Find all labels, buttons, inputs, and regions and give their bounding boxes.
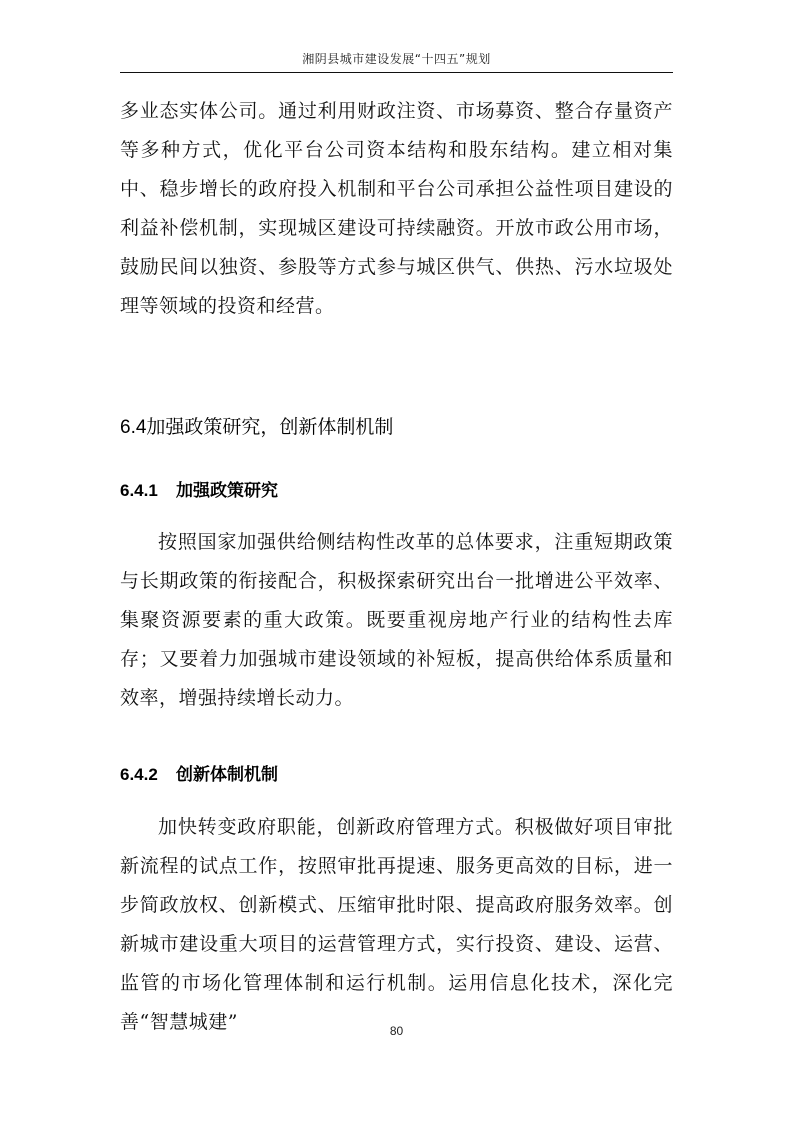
subsection-number: 6.4.1 — [120, 481, 158, 500]
page-number: 80 — [389, 1024, 404, 1038]
paragraph-policy-research: 按照国家加强供给侧结构性改革的总体要求，注重短期政策与长期政策的衔接配合，积极探索研究出台一批增进公平效率、集聚资源要素的重大政策。既要重视房地产行业的结构性去库存；又要着力加强城市建设领域的补短板，提高供给体系质量和效率，增强持续增长动力。 — [120, 531, 673, 709]
paragraph-institutional-innovation: 加快转变政府职能，创新政府管理方式。积极做好项目审批新流程的试点工作，按照审批再提速、服务更高效的目标，进一步简政放权、创新模式、压缩审批时限、提高政府服务效率。创新城市建设重大项目的运营管理方式，实行投资、建设、运营、监管的市场化管理体制和运行机制。运用信息化技术，深化完善“智慧城建” — [120, 816, 673, 1033]
subsection-title: 加强政策研究 — [176, 481, 278, 501]
subsection-number: 6.4.2 — [120, 765, 158, 784]
header-title: 湘阴县城市建设发展“十四五”规划 — [302, 52, 491, 66]
page-header — [0, 50, 793, 67]
paragraph-financing: 多业态实体公司。通过利用财政注资、市场募资、整合存量资产等多种方式，优化平台公司资本结构和股东结构。建立相对集中、稳步增长的政府投入机制和平台公司承担公益性项目建设的利益补偿机制，实现城区建设可持续融资。开放市政公用市场，鼓励民间以独资、参股等方式参与城区供气、供热、污水垃圾处理等领域的投资和经营。 — [120, 100, 673, 317]
section-number: 6.4 — [120, 417, 147, 438]
header-divider — [120, 72, 673, 73]
subsection-title: 创新体制机制 — [176, 765, 278, 785]
subsection-heading-policy-research — [120, 476, 673, 501]
section-heading — [120, 412, 673, 439]
section-title: 加强政策研究，创新体制机制 — [146, 416, 394, 438]
subsection-heading-institutional-innovation — [120, 760, 673, 785]
